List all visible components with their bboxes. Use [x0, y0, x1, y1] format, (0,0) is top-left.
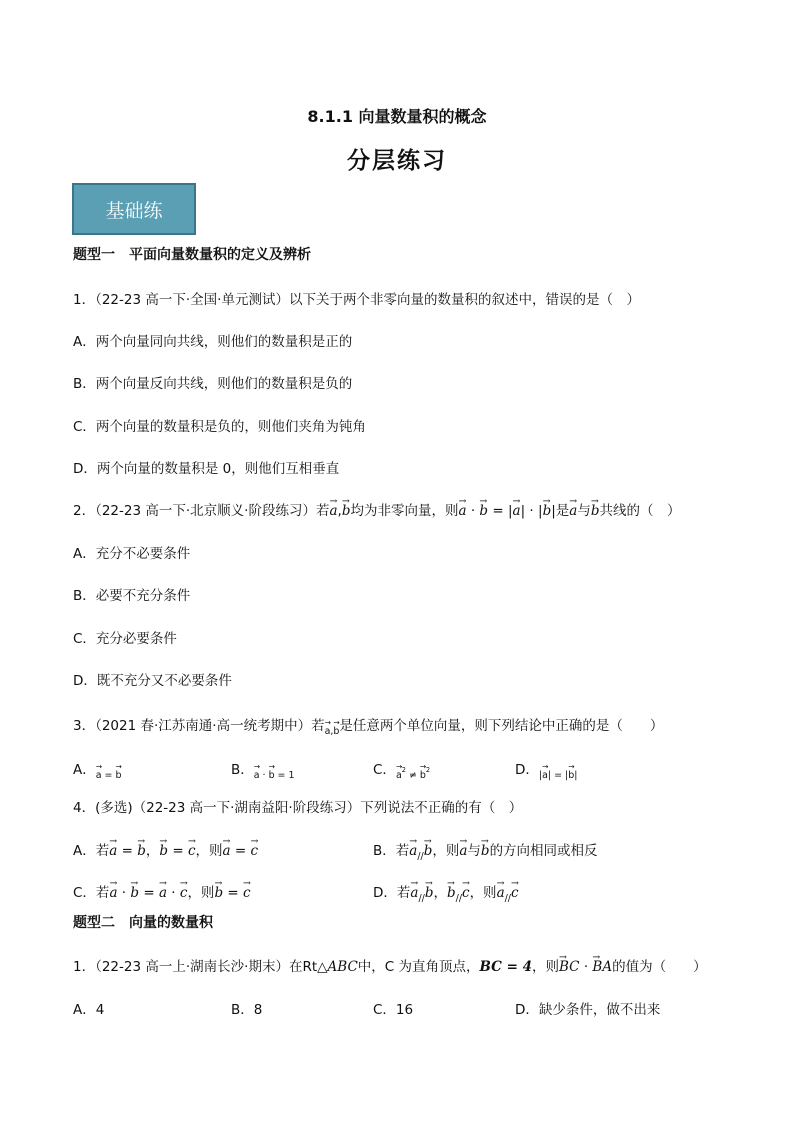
vector-a-icon: → a	[569, 503, 577, 519]
section-banner: 基础练	[72, 183, 196, 235]
q3-stem-post: 是任意两个单位向量，则下列结论中正确的是（ ）	[339, 718, 664, 734]
q2-stem-post: 共线的（ ）	[599, 503, 681, 519]
doc-title: 8.1.1 向量数量积的概念	[307, 107, 487, 126]
q2-stem-mid1: 均为非零向量，则	[350, 503, 459, 519]
vector-b-icon: → b	[591, 503, 600, 519]
q5-stem: 1．（22-23 高一上·湖南长沙·期末）在Rt△ABC中，C 为直角顶点，BC = 4，则→ BC · → BA的值为（ ）	[73, 955, 707, 975]
q2-stem: 2．（22-23 高一下·北京顺义·阶段练习）若→ a,→ b均为非零向量，则→ a · → b = |→ a| · |→ b|是→ a与→ b共线的（ ）	[73, 499, 681, 519]
q2-option-c: C．充分必要条件	[73, 631, 177, 647]
q2-stem-mid3: 与	[577, 503, 591, 519]
q3-stem-pre: 3．（2021 春·江苏南通·高一统考期中）若	[73, 718, 325, 734]
q3-option-d: D．$_{|\to a| = |\to b|}$	[515, 758, 577, 781]
q1-option-c: C．两个向量的数量积是负的，则他们夹角为钝角	[73, 419, 366, 435]
q3-stem	[73, 714, 663, 737]
vector-b-icon: → b	[342, 503, 351, 519]
q3-option-c: C．→ $_{a^2 \ne \to b^2}$	[373, 758, 430, 781]
q2-option-b: B．必要不充分条件	[73, 588, 191, 604]
q1-option-d: D．两个向量的数量积是 0，则他们互相垂直	[73, 461, 340, 477]
q1-option-b: B．两个向量反向共线，则他们的数量积是负的	[73, 376, 353, 392]
q4-option-a: A．若→ a = → b，→ b = → c，则→ a = → c	[73, 839, 258, 859]
doc-subtitle: 分层练习	[347, 148, 447, 174]
q5-option-a: A．4	[73, 1002, 105, 1018]
q3-option-a: A．→ $_{a = \to b}$	[73, 758, 121, 781]
section-heading-2: 题型二 向量的数量积	[73, 915, 213, 931]
q4-option-c: C．若→ a · → b = → a · → c，则→ b = → c	[73, 881, 251, 901]
q4-option-b: B．若→ $a_{//}\to b$，则→ a与→ b的方向相同或相反	[373, 839, 598, 862]
q4-stem: 4．(多选)（22-23 高一下·湖南益阳·阶段练习）下列说法不正确的有（ ）	[73, 800, 523, 816]
q4-option-d: D．若→ $a_{//}\to b$，→ $b_{//}\to c$，则→ $a_{//}\to c$	[373, 881, 519, 904]
q5-option-d: D．缺少条件，做不出来	[515, 1002, 661, 1018]
vector-a-icon: → a	[329, 503, 337, 519]
q3-option-b: B．→ $_{a \cdot \to b = 1}$	[231, 758, 294, 781]
q1-option-a: A．两个向量同向共线，则他们的数量积是正的	[73, 334, 353, 350]
q2-stem-mid2: 是	[555, 503, 570, 519]
q2-option-a: A．充分不必要条件	[73, 546, 191, 562]
q5-option-c: C．16	[373, 1002, 414, 1018]
section-heading-1: 题型一 平面向量数量积的定义及辨析	[73, 247, 311, 263]
q1-stem: 1．（22-23 高一下·全国·单元测试）以下关于两个非零向量的数量积的叙述中，错误的是（ ）	[73, 292, 640, 308]
q5-option-b: B．8	[231, 1002, 263, 1018]
q3-vectors: → $_{a,\to b}$	[325, 726, 340, 737]
q2-option-d: D．既不充分又不必要条件	[73, 673, 232, 689]
q2-stem-pre: 2．（22-23 高一下·北京顺义·阶段练习）若	[73, 503, 330, 519]
q2-formula: → a · → b = |→ a| · |→ b|	[458, 503, 555, 519]
